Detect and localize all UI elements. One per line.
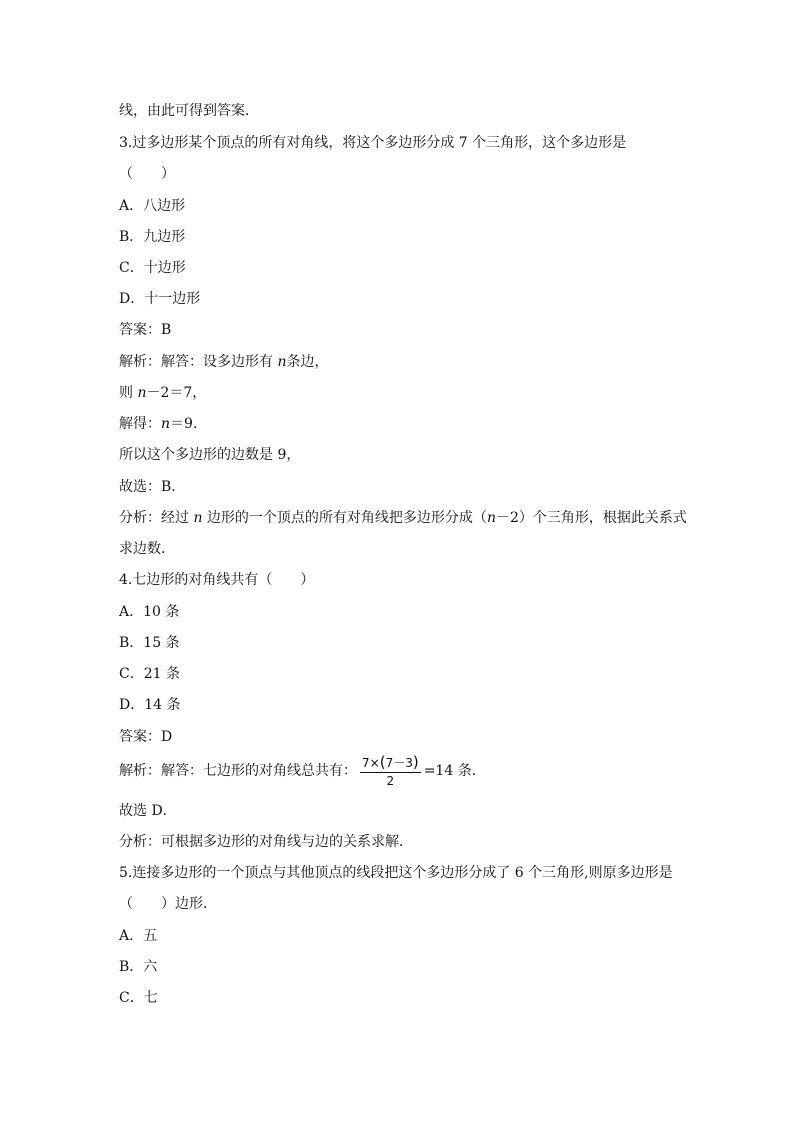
text-segment: 则: [119, 385, 138, 401]
option-d: D．十一边形: [119, 291, 201, 307]
option-b: B．15 条: [119, 635, 180, 651]
analysis-line: [119, 508, 687, 528]
question-4-stem: 4.七边形的对角线共有（ ）: [119, 572, 315, 588]
analysis-line: 分析：可根据多边形的对角线与边的关系求解．: [119, 834, 413, 850]
answer-line: 答案：B: [119, 322, 172, 338]
left-paren: (: [379, 752, 386, 771]
choice-line: 故选 D．: [119, 803, 177, 819]
analysis-line: 求边数．: [119, 541, 175, 557]
text-segment: －2＝7，: [146, 385, 207, 401]
text-line: 线，由此可得到答案．: [119, 103, 259, 119]
solution-line: [119, 352, 328, 372]
option-b: B．六: [119, 959, 158, 975]
variable-n: n: [137, 385, 147, 401]
variable-n: n: [161, 416, 171, 432]
fraction-numerator: [360, 754, 421, 773]
option-a: A．五: [119, 928, 158, 944]
text-segment: －2）个三角形，根据此关系式: [495, 510, 687, 526]
numerator-part: 7×: [362, 755, 380, 770]
solution-line: [119, 753, 486, 789]
solution-line: [119, 414, 207, 434]
option-a: A．八边形: [119, 198, 186, 214]
numerator-part: 7－3: [385, 755, 413, 770]
question-5-blank: （ ）边形．: [119, 896, 217, 912]
text-segment: 解得：: [119, 416, 161, 432]
option-c: C．七: [119, 990, 158, 1006]
variable-n: n: [277, 354, 287, 370]
text-segment: ＝9．: [170, 416, 207, 432]
option-a: A．10 条: [119, 604, 180, 620]
variable-n: n: [486, 510, 496, 526]
variable-n: n: [193, 510, 203, 526]
fraction: [360, 754, 421, 789]
solution-line: 所以这个多边形的边数是 9，: [119, 447, 301, 463]
answer-line: 答案：D: [119, 729, 173, 745]
text-segment: 边形的一个顶点的所有对角线把多边形分成（: [202, 510, 487, 526]
right-paren: ): [412, 752, 419, 771]
text-segment: 分析：经过: [119, 510, 194, 526]
option-d: D．14 条: [119, 697, 181, 713]
option-c: C．十边形: [119, 260, 186, 276]
question-5-stem: 5.连接多边形的一个顶点与其他顶点的线段把这个多边形分成了 6 个三角形,则原多边形是: [119, 865, 673, 881]
text-segment: 条边，: [286, 354, 329, 370]
question-3-stem: 3.过多边形某个顶点的所有对角线，将这个多边形分成 7 个三角形，这个多边形是: [119, 135, 627, 151]
solution-line: [119, 383, 206, 403]
text-segment: 解析：解答：七边形的对角线总共有：: [119, 763, 357, 779]
option-b: B．九边形: [119, 229, 186, 245]
text-segment: 解析：解答：设多边形有: [119, 354, 278, 370]
option-c: C．21 条: [119, 666, 180, 682]
text-segment: =14 条．: [423, 763, 486, 779]
choice-line: 故选：B．: [119, 479, 186, 495]
question-3-blank: （ ）: [119, 166, 175, 182]
fraction-denominator: 2: [386, 773, 395, 788]
